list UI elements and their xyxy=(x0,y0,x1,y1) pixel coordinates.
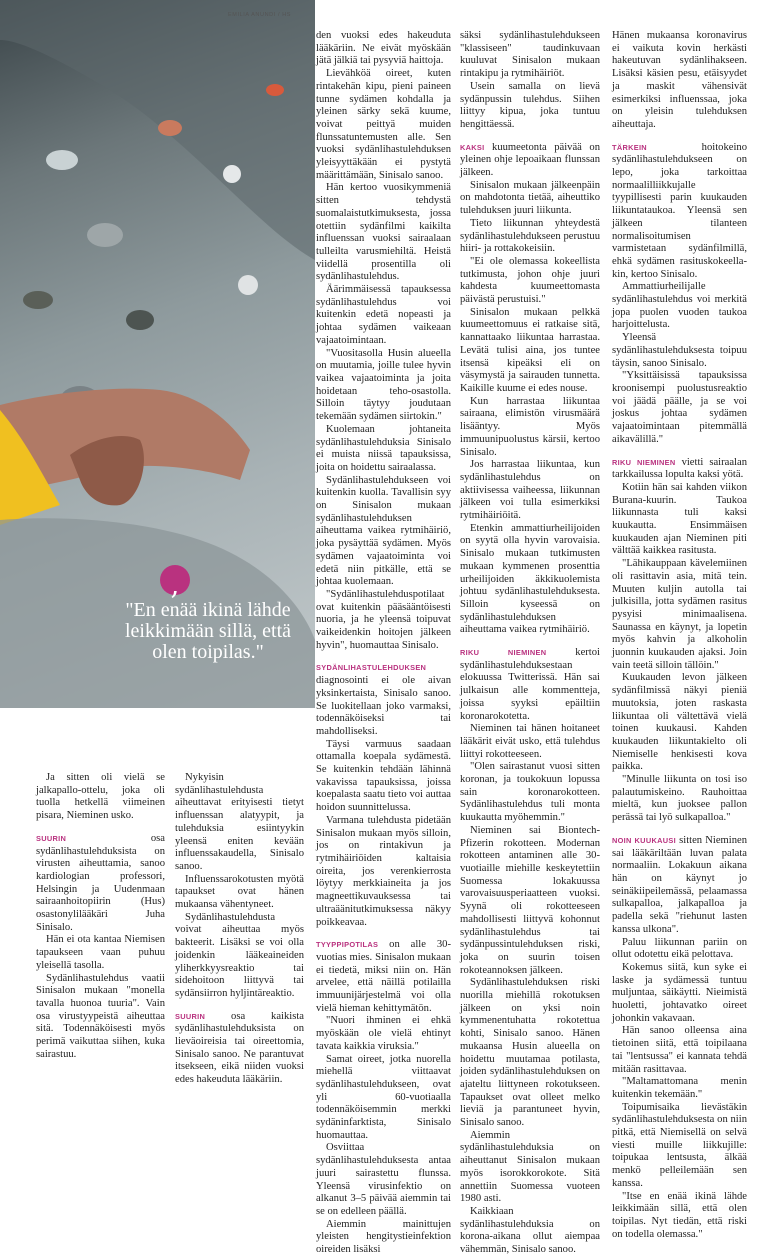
section-lead: SYDÄNLIHASTULEHDUKSEN xyxy=(316,663,427,673)
paragraph: Hän sanoo olleensa aina tietoinen siitä, että toipilaana tai "lentsussa" ei kannata tehdä mitään rasittavaa. xyxy=(612,1025,747,1075)
paragraph: Varmana tulehdusta pidetään Sinisalon mukaan myös silloin, jos on rintakivun ja rytmihäiriöiden kaltaisia oireita, jos verenkierrosta löytyy merkkiaineita ja jos magneettikuvauksessa tai ultraäänitutkimuksessa näkyy poikkeavaa. xyxy=(316,814,451,928)
paragraph: Kuukauden levon jälkeen sydänfilmissä näkyi pieniä muutoksia, joten raskasta liikuntaa oli vältettävä vielä toinen kuukausi. Kahden kuukauden liikuntakielto oli Niemiselle henkisesti kova paikka. xyxy=(612,672,747,773)
section-lead: TÄRKEIN xyxy=(612,142,647,152)
paragraph: Sydänlihastulehduksen riski nuorilla miehillä rokotuksen jälkeen on yksi noin kymmenentuhatta rokotettua kohti, Sinisalo sanoo. Hänen mukaansa Husin alueella on hoidettu muutamaa potilasta, joiden sydänlihastulehduksen on ajateltu liittyneen rokotukseen. Tapaukset ovat olleet melko lieviä ja parantuneet hyvin, Sinisalo sanoo. xyxy=(460,977,600,1129)
paragraph: Nieminen tai hänen hoitaneet lääkärit eivät usko, että tulehdus liittyi rokotteeseen. xyxy=(460,723,600,760)
paragraph: Äärimmäisessä tapauksessa sydänlihastulehdus voi kuitenkin edetä nopeasti ja johtaa sydämen vaikeaan vajaatoimintaan. xyxy=(316,284,451,346)
article-column-1 xyxy=(36,772,165,1061)
paragraph: Paluu liikunnan pariin on ollut odotettu eikä pelottava. xyxy=(612,936,747,961)
paragraph: Jos harrastaa liikuntaa, kun sydänlihastulehdus on aktiivisessa vaiheessa, liikunnan jälkeen voi tulla esimerkiksi rytmihäiriöitä. xyxy=(460,459,600,522)
paragraph: NOIN KUUKAUSI sitten Nieminen sai lääkäriltään luvan palata normaaliin. Lokakuun aikana hän on käynyt jo seinäkiipeilemässä, pelaamassa sulkapalloa, jalkapalloa ja padella sekä "riehunut lasten kanssa ulkona". xyxy=(612,834,748,935)
paragraph: Nieminen sai Biontech-Pfizerin rokotteen. Modernan rokotteen antaminen alle 30-vuotiaille miehille keskeytettiin Suomessa lokakuussa varovaisuusperiaatteen vuoksi. Syynä oli rokotteeseen mahdollisesti liittyvä kohonnut sydänlihastulehdus tai sydänpussintulehduksen riski, joka on suurin toisen rokoteannoksen jälkeen. xyxy=(460,824,600,976)
paragraph: Hänen mukaansa koronavirus ei vaikuta kovin herkästi hakeutuvan sydänlihakseen. Lisäksi käsien pesu, etäisyydet ja maskit vähensivät esimerkiksi influenssaa, joka on yleisin tulehduksen aiheuttaja. xyxy=(612,30,747,130)
paragraph: "Sydänlihastulehduspotilaat ovat kuitenkin pääsääntöisesti nuoria, ja he yleensä toipuvat vaikeidenkin hoitojen jälkeen hyvin", huomauttaa Sinisalo. xyxy=(316,588,451,651)
paragraph: "Minulle liikunta on tosi iso palautumiskeino. Rauhoittaa mieltä, kun juoksee pallon perässä tai lyö sulkapalloa." xyxy=(612,774,747,824)
paragraph: SUURIN osa kaikista sydänlihastulehduksista on lieväoireisia tai oireettomia, Sinisalo sanoo. Ne parantuvat itsekseen, eikä niiden vuoksi edes hakeuduta lääkäriin. xyxy=(175,1010,304,1086)
climbing-photo xyxy=(0,0,315,708)
paragraph: SUURIN osa sydänlihastulehduksista on virusten aiheuttamia, sanoo kardiologian professori, Helsingin ja Uudenmaan sairaanhoitopiirin (Hus) osastonylilääkäri Juha Sinisalo. xyxy=(36,832,165,933)
article-column-2 xyxy=(175,772,304,1087)
paragraph: Kaikkiaan sydänlihastulehduksia on korona-aikana ollut aiempaa vähemmän, Sinisalo sanoo. xyxy=(460,1205,600,1256)
article-column-5 xyxy=(612,30,747,1241)
article-column-4 xyxy=(460,30,600,1257)
paragraph: Aiemmin mainittujen yleisten hengitystieinfektion oireiden lisäksi xyxy=(316,1218,451,1256)
paragraph: Yleensä sydänlihastulehduksesta toipuu täysin, sanoo Sinisalo. xyxy=(612,332,747,369)
paragraph: den vuoksi edes hakeuduta lääkäriin. Ne eivät myöskään jätä jälkiä tai pysyviä haittoja. xyxy=(316,30,451,67)
paragraph: Ammattiurheilijalle sydänlihastulehdus voi merkitä jopa puolen vuoden taukoa harjoittelusta. xyxy=(612,281,747,331)
section-lead: SUURIN xyxy=(175,1011,206,1021)
paragraph: "Maltamattomana menin kuitenkin tekemään." xyxy=(612,1076,747,1100)
paragraph: "Olen sairastanut vuosi sitten koronan, ja toukokuun lopussa sain koronarokotteen. Sydänlihastulehdus tuli monta kuukautta myöhemmin." xyxy=(460,761,600,824)
paragraph: Tieto liikunnan yhteydestä sydänlihastulehdukseen perustuu hiiri- ja rottakokeisiin. xyxy=(460,217,600,255)
paragraph: Lievähköä oireet, kuten rintakehän kipu, pieni paineen tunne sydämen kohdalla ja yleinen särky sekä kuume, voivat peittyä muiden flunssatuntemusten alle. Sen vuoksi sydänlihastulehduksen yleisyyttäkään ei pystytä määrittämään, Sinisalo sanoo. xyxy=(316,68,451,181)
paragraph: TÄRKEIN hoitokeino sydänlihastulehdukseen on lepo, joka tarkoittaa normaalilliikkujalle tyypillisesti parin kuukauden liikuntataukoa. Yleensä sen jälkeen tilanteen normalisoitumisen varmistetaan sydänfilmillä, ehkä sydämen rasituskokeella-kin, kertoo Sinisalo. xyxy=(612,141,747,280)
paragraph: "Lähikauppaan kävelemiinen oli rasittavin asia, mitä tein. Muuten kuljin autolla tai julkisilla, jotta sydämen rasitus pysyisi minimaalisena. Saunassa en käynyt, ja lopetin myös kahvin ja alkoholin juonnin kuukauden ajaksi. Join vain teetä silloin tällöin." xyxy=(612,558,747,671)
section-lead: NOIN KUUKAUSI xyxy=(612,835,676,845)
paragraph: säksi sydänlihastulehdukseen "klassiseen" taudinkuvaan kuuluvat Sinisalon mukaan rintakipu ja rytmihäiriöt. xyxy=(460,30,600,80)
paragraph: Usein samalla on lievä sydänpussin tulehdus. Siihen liittyy kipua, joka tuntuu hengittäessä. xyxy=(460,80,600,130)
paragraph: "Nuori ihminen ei ehkä myöskään ole vielä ehtinyt tavata kaikkia viruksia." xyxy=(316,1015,451,1052)
article-column-3 xyxy=(316,30,451,1257)
paragraph: Kuolemaan johtaneita sydänlihastulehduksia Sinisalo ei muista niissä tapauksissa, joita on hoidettu sairaalassa. xyxy=(316,423,451,473)
section-lead: TYYPPIPOTILAS xyxy=(316,940,379,950)
paragraph: "Vuositasolla Husin alueella on muutamia, joille tulee hyvin vaikea vajaatoiminta ja joita hoidetaan teho-osastolla. Silloin täytyy joudutaan tekemään sydämen siirtokin." xyxy=(316,347,451,423)
paragraph: SYDÄNLIHASTULEHDUKSEN diagnosointi ei ole aivan yksinkertaista, Sinisalo sanoo. Se luokitellaan joko varmaksi, todennäköiseksi tai mahdolliseksi. xyxy=(316,663,451,737)
section-lead: SUURIN xyxy=(36,833,67,843)
section-lead: RIKU NIEMINEN xyxy=(460,648,547,658)
section-lead: KAKSI xyxy=(460,142,485,152)
paragraph: Aiemmin sydänlihastulehduksia on aiheuttanut Sinisalon mukaan myös isorokkorokote. Sitä annettiin Suomessa vuoteen 1980 asti. xyxy=(460,1129,600,1205)
paragraph: TYYPPIPOTILAS on alle 30-vuotias mies. Sinisalon mukaan ei tiedetä, miksi niin on. Hän arvelee, että näillä potilailla immuunijärjestelmä voi olla vielä hieman kehittymätön. xyxy=(316,939,451,1014)
paragraph: "Ei ole olemassa kokeellista tutkimusta, johon ohje juuri kahdesta kuumeettomasta päivästä perustuisi." xyxy=(460,255,600,306)
paragraph: "Itse en enää ikinä lähde leikkimään sillä, että olen toipilas. Nyt tiedän, että riski on todella olemassa." xyxy=(612,1190,747,1240)
paragraph: Kotiin hän sai kahden viikon Burana-kuurin. Taukoa liikunnasta tuli kaksi kuukautta. Ensimmäisen kuukauden ajan Nieminen piti välttää kaikkea rasitusta. xyxy=(612,481,747,557)
paragraph: Sinisalon mukaan jälkeenpäin on mahdotonta tietää, aiheuttiko tulehduksen juuri liikunta. xyxy=(460,179,600,217)
paragraph: Influenssarokotusten myötä tapaukset ovat hänen mukaansa vähentyneet. xyxy=(175,873,304,911)
paragraph: Etenkin ammattiurheilijoiden on syytä olla hyvin varovaisia. Sinisalo mukaan tutkimusten mukaan kymmenen prosenttia urheilijoiden äkkikuolemista johtuu sydänlihastulehduksesta. Silloin kyseessä on sydänlihastulehduksen aiheuttama vaikea rytmihäiriö. xyxy=(460,522,600,636)
paragraph: Hän kertoo vuosikymmeniä sitten tehdystä suomalaistutkimuksesta, jossa otettiin sydänfilmi kaikilta influenssan vuoksi sairaalaan tulleilta varusmiehiltä. Heistä viidellä prosentilla oli sydänlihastulehdus. xyxy=(316,182,451,283)
paragraph: "Yksittäisissä tapauksissa kroonisempi puolustusreaktio voi jäädä päälle, ja se voi joskus johtaa sydämen vajaatoimintaan pitemmällä aikavälillä." xyxy=(612,370,747,445)
paragraph: RIKU NIEMINEN vietti sairaalan tarkkailussa lopulta kaksi yötä. xyxy=(612,456,747,481)
paragraph: Nykyisin sydänlihastulehdusta aiheuttavat erityisesti tietyt influenssan alatyypit, ja tulehduksia esiintyykin yleensä eniten kevään influenssakaudella, Sinisalo sanoo. xyxy=(175,772,304,872)
quote-icon: , xyxy=(160,565,190,595)
paragraph: Sydänlihastulehdusta voivat aiheuttaa myös bakteerit. Lisäksi se voi olla joidenkin lääkeaineiden yliherkkyysreaktio tai sidehoitoon liittyvä tai sydänsiirron hyljintäreaktio. xyxy=(175,911,304,999)
paragraph: KAKSI kuumeetonta päivää on yleinen ohje lepoaikaan flunssan jälkeen. xyxy=(460,141,600,179)
paragraph: Sinisalon mukaan pelkkä kuumeettomuus ei ratkaise sitä, kannattaako liikuntaa harrastaa. Levätä tulisi aina, jos tuntee itsensä kipeäksi eli on väsymystä ja sairauden tunnetta. Kaikille kuume ei edes nouse. xyxy=(460,306,600,394)
paragraph: Sydänlihastulehdukseen voi kuitenkin kuolla. Tavallisin syy on Sinisalon mukaan sydänlihastulehduksen aiheuttama vaikea rytmihäiriö, joka pysäyttää sydämen. Myös sydämen vajaatoiminta voi edetä niin pitkälle, että se johtaa kuolemaan. xyxy=(316,474,451,588)
photo-credit: EMILIA ANUNDI / HS xyxy=(228,12,292,18)
paragraph: Kun harrastaa liikuntaa sairaana, elimistön virusmäärä lisääntyy. Myös immuunipuolustus kärsii, kertoo Sinisalo. xyxy=(460,395,600,458)
paragraph: RIKU NIEMINEN kertoi sydänlihastulehduksestaan elokuussa Twitterissä. Hän sai julkaisun alle kommentteja, joissa syyksi epäiltiin koronarokotetta. xyxy=(460,647,600,722)
paragraph: Osviittaa sydänlihastulehduksesta antaa juuri sairastettu flunssa. Yleensä virusinfektio on alkanut 3–5 päivää aiemmin tai se on edelleen päällä. xyxy=(316,1142,451,1217)
paragraph: Toipumisaika lievästäkin sydänlihastulehduksesta on niin pitkä, että Niemisellä on selvä viesti muille liikkujille: toipukaa lentsusta, älkää menkö pelleilemään sen kanssa. xyxy=(612,1101,747,1189)
paragraph: Kokemus siitä, kun syke ei laske ja sydämessä tuntuu muljuntaa, säikäytti. Nieimistä huoletti, johtavatko oireet johonkin vakavaan. xyxy=(612,961,747,1024)
section-lead: RIKU NIEMINEN xyxy=(612,457,676,467)
paragraph: Sydänlihastulehdus vaatii Sinisalon mukaan "monella tavalla huonoa tuuria". Vain osa virustyypeistä aiheuttaa sitä. Todennäköisesti myös perimä vaikuttaa siihen, kuka sairastuu. xyxy=(36,972,165,1060)
pull-quote: "En enää ikinä lähde leikkimään sillä, että olen toipilas." xyxy=(124,599,292,663)
paragraph: Hän ei ota kantaa Niemisen tapaukseen vaan puhuu yleisellä tasolla. xyxy=(36,934,165,971)
paragraph: Ja sitten oli vielä se jalkapallo-ottelu, joka oli tuolla hetkellä viimeinen pisara, Nieminen usko. xyxy=(36,772,165,822)
paragraph: Täysi varmuus saadaan ottamalla koepala sydämestä. Se kuitenkin tehdään lähinnä vakavissa tapauksissa, joissa koepalasta saatu tieto voi auttaa hoidon suunnittelussa. xyxy=(316,738,451,814)
paragraph: Samat oireet, jotka nuorella miehellä viittaavat sydänlihastulehdukseen, ovat yli 60-vuotiaalla todennäköisemmin merkki sydäninfarktista, Sinisalo huomauttaa. xyxy=(316,1053,451,1141)
